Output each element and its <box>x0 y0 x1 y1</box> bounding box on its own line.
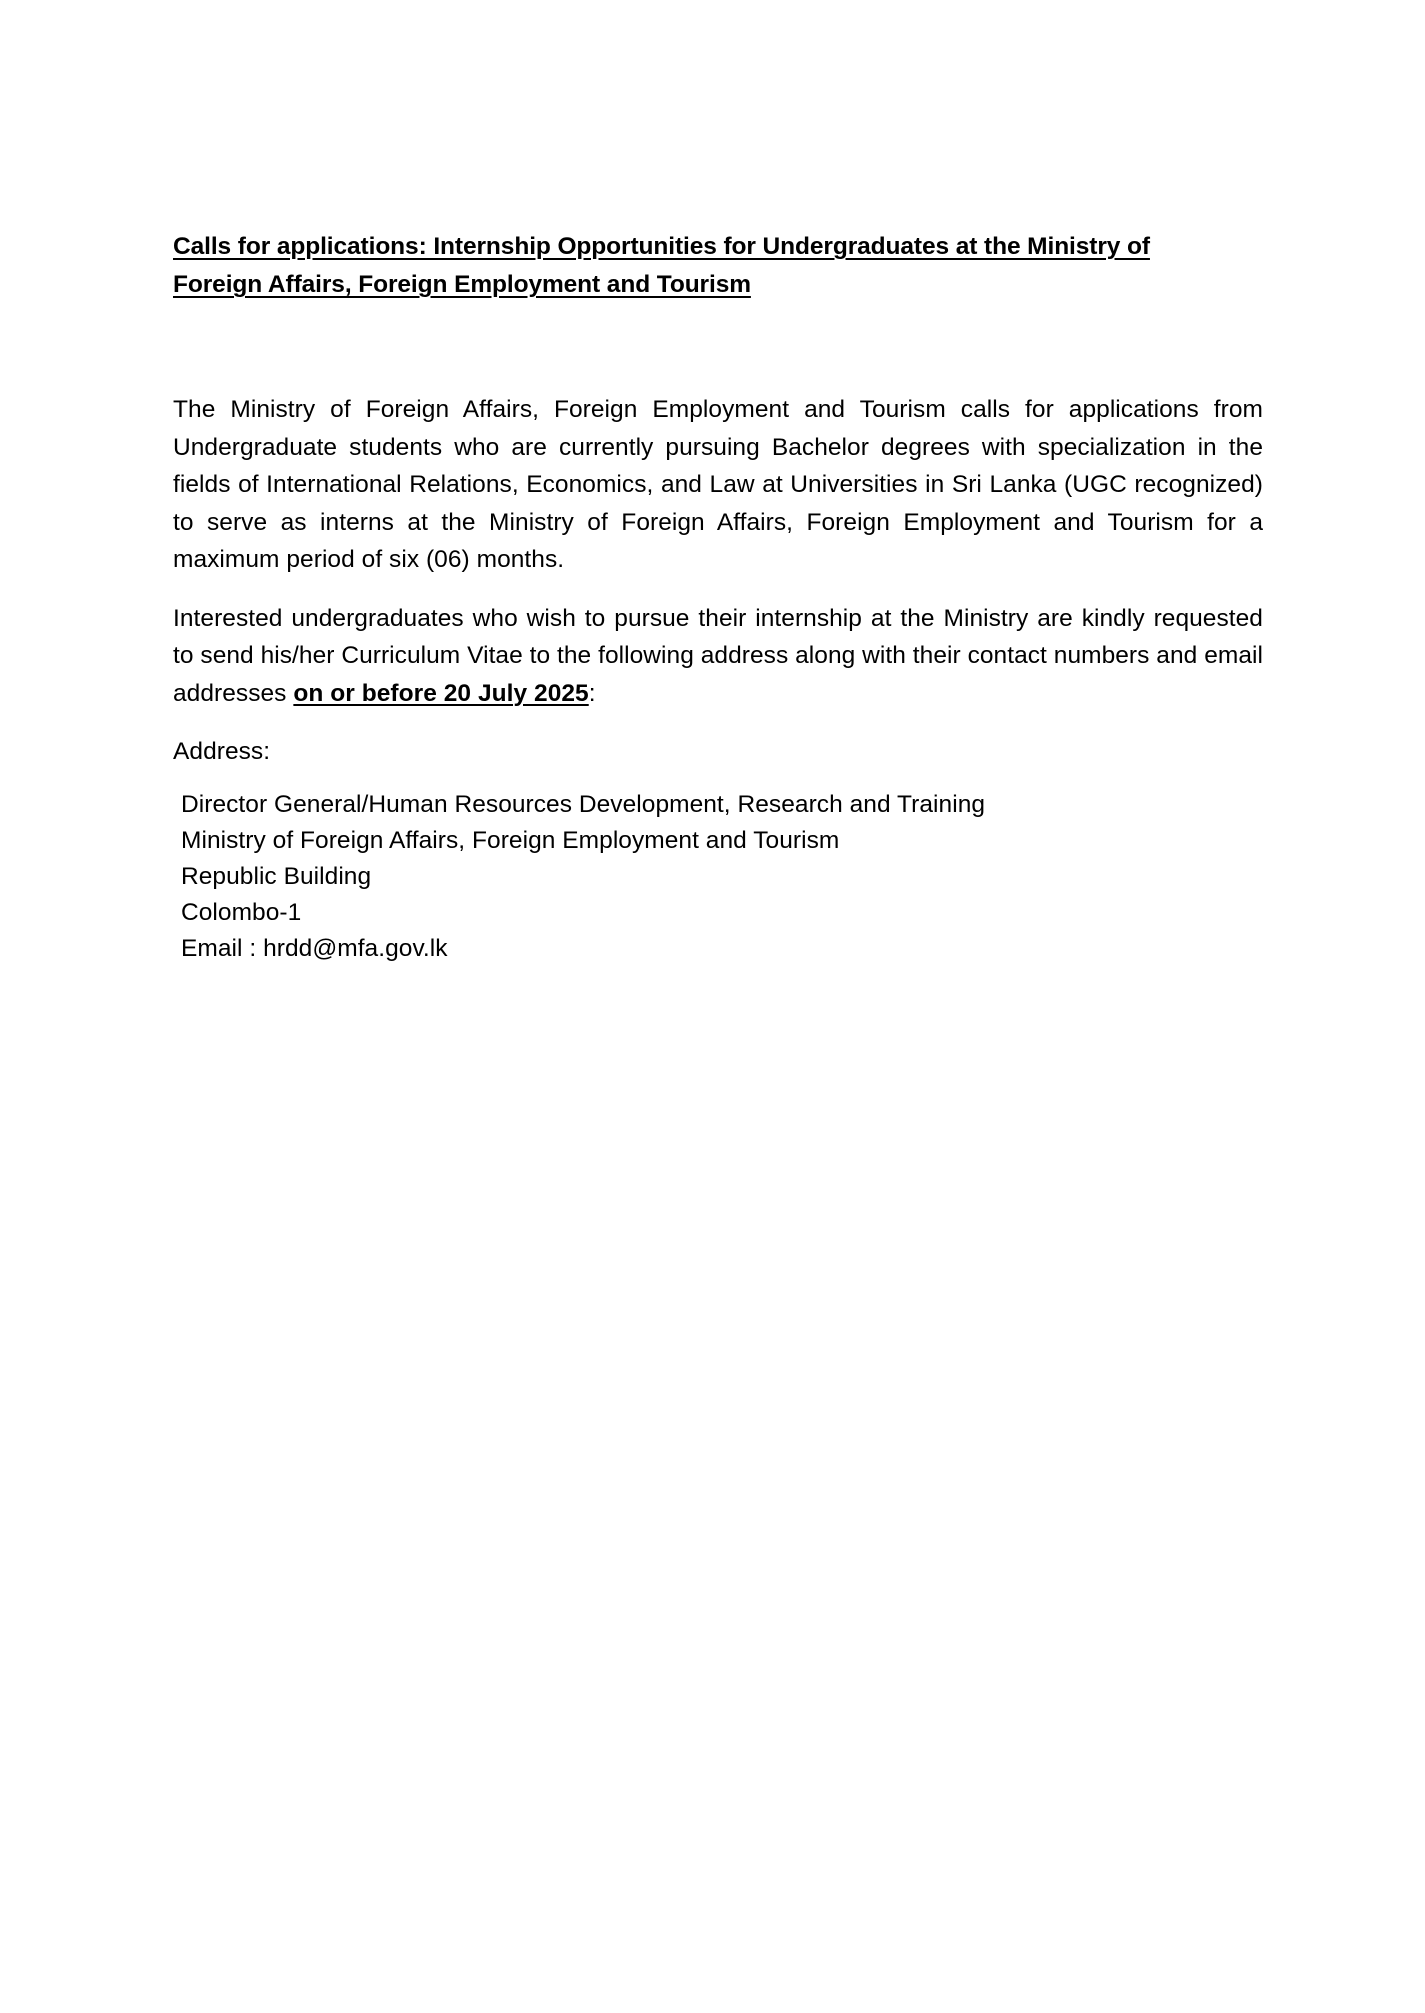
page-title-line-1: Calls for applications: Internship Opportunities for Undergraduates at the Ministry of <box>173 233 1150 260</box>
instructions-text-lead: Interested undergraduates who wish to pursue their internship at the Ministry are kindly requested to send his/her Curriculum Vitae to the following address along with their contact numbers and email addresses <box>173 604 1263 707</box>
page-title <box>173 228 1263 304</box>
address-line-email: Email : hrdd@mfa.gov.lk <box>181 934 448 962</box>
address-block <box>173 787 1263 967</box>
document-content <box>173 228 1263 967</box>
address-line-city: Colombo-1 <box>181 898 302 926</box>
address-line-designation: Director General/Human Resources Development, Research and Training <box>181 790 986 818</box>
intro-paragraph: The Ministry of Foreign Affairs, Foreign Employment and Tourism calls for applications from Undergraduate students who are currently pursuing Bachelor degrees with specialization in the fields of International Relations, Economics, and Law at Universities in Sri Lanka (UGC recognized) to serve as interns at the Ministry of Foreign Affairs, Foreign Employment and Tourism for a maximum period of six (06) months. <box>173 396 1263 573</box>
address-line-building: Republic Building <box>181 862 372 890</box>
instructions-text-tail: : <box>588 679 596 707</box>
spacer-address <box>173 771 1263 787</box>
spacer-paragraph-1 <box>173 579 1263 600</box>
spacer-title-body <box>173 304 1263 391</box>
page-title-line-2: Foreign Affairs, Foreign Employment and Tourism <box>173 271 751 298</box>
address-label: Address: <box>173 738 271 765</box>
spacer-paragraph-2 <box>173 712 1263 733</box>
deadline-emphasis: on or before 20 July 2025 <box>293 679 589 707</box>
instructions-paragraph <box>173 600 1263 713</box>
address-line-ministry: Ministry of Foreign Affairs, Foreign Employment and Tourism <box>181 826 840 854</box>
